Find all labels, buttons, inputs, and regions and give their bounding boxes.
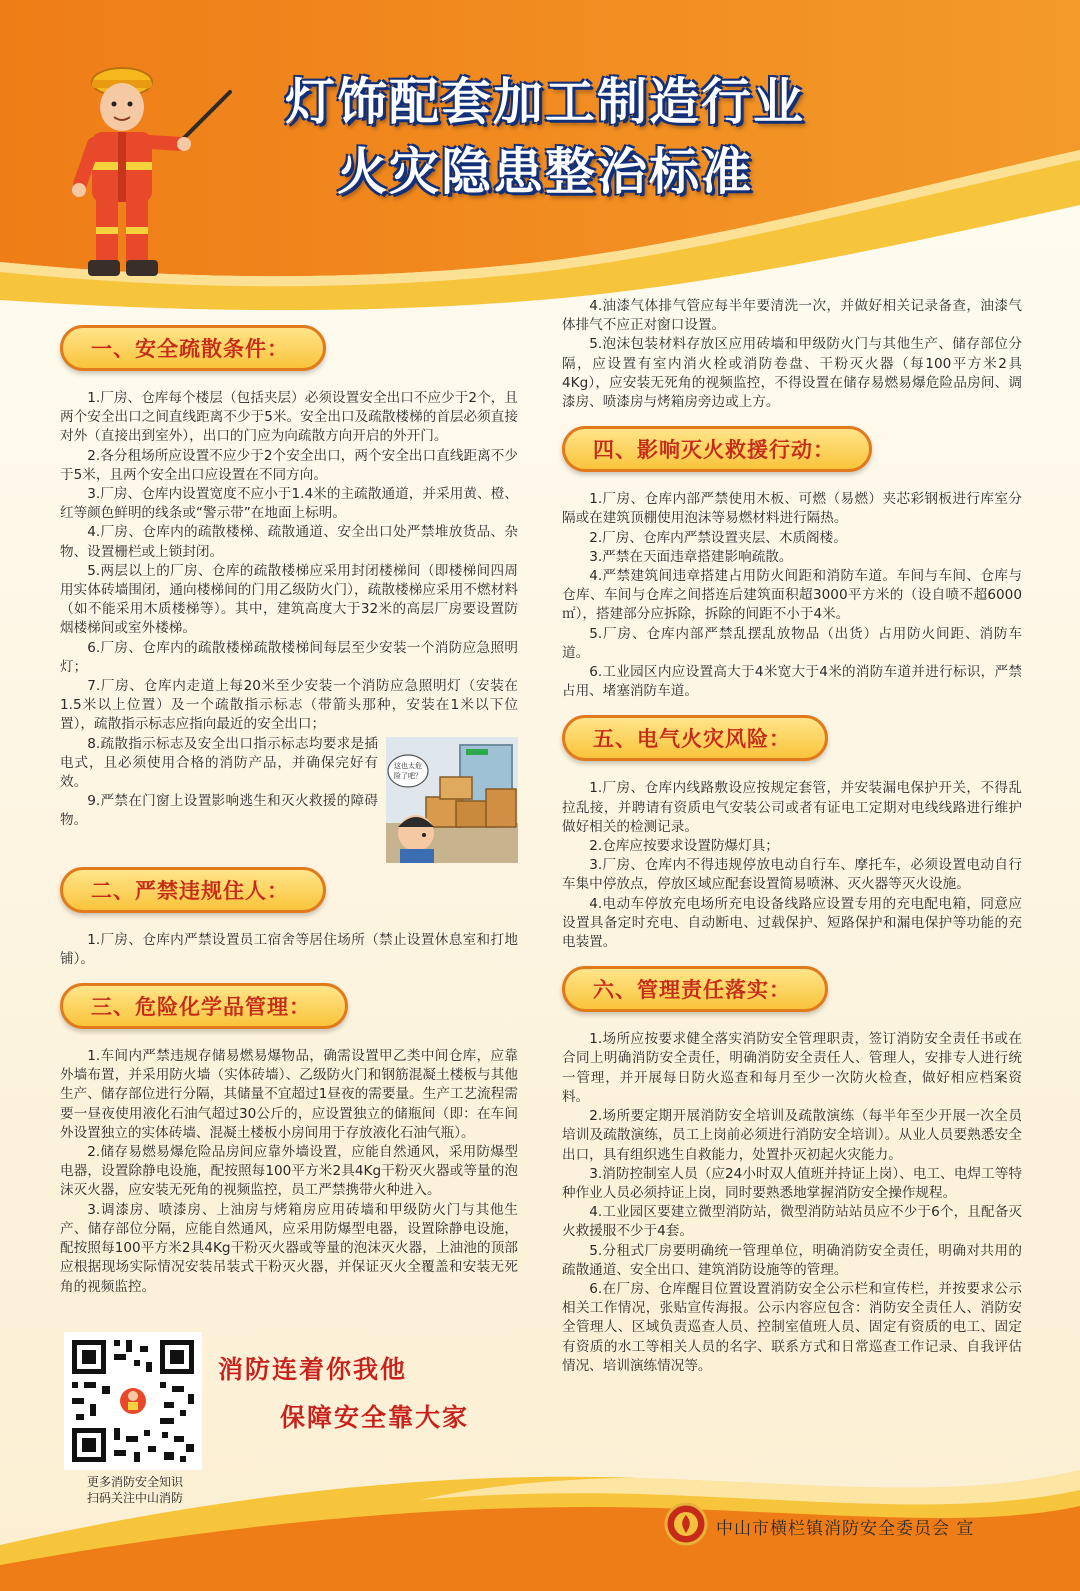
section-s1: [60, 325, 518, 831]
section-header: 二、严禁违规住人：: [60, 867, 326, 913]
section-s6: [562, 966, 1022, 1376]
slogan-line1: 消防连着你我他: [218, 1355, 408, 1384]
poster-title-line1: 灯饰配套加工制造行业: [285, 73, 805, 131]
paragraph: 3.厂房、仓库内不得违规停放电动自行车、摩托车，必须设置电动自行车集中停放点，停放区域应配套设置简易喷淋、灭火器等灭火设施。: [562, 857, 1022, 893]
paragraph: 4.工业园区要建立微型消防站，微型消防站站员应不少于6个，且配备灭火救援服不少于4套。: [562, 1204, 1022, 1240]
paragraph: 1.场所应按要求健全落实消防安全管理职责，签订消防安全责任书或在合同上明确消防安全责任，明确消防安全责任人、管理人，安排专人进行统一管理，并开展每日防火巡查和每月至少一次防火检查，做好相应档案资料。: [562, 1031, 1022, 1105]
paragraph: 9.严禁在门窗上设置影响逃生和灭火救援的障碍物。: [60, 793, 378, 829]
section-s2: [60, 867, 518, 969]
fire-department-emblem-icon: [664, 1502, 708, 1546]
paragraph: 4.严禁建筑间违章搭建占用防火间距和消防车道。车间与车间、仓库与仓库、车间与仓库之间搭连后建筑面积超3000平方米的（设自喷不超6000㎡），搭建部分应拆除，拆除的间距不小于4米。: [562, 568, 1022, 623]
paragraph: 5.两层以上的厂房、仓库的疏散楼梯应采用封闭楼梯间（即楼梯间四周用实体砖墙围闭，通向楼梯间的门用乙级防火门），疏散楼梯应采用不燃材料（如不能采用木质楼梯等）。其中，建筑高度大于32米的高层厂房要设置防烟楼梯间或室外楼梯。: [60, 562, 518, 637]
paragraph: 5.泡沫包装材料存放区应用砖墙和甲级防火门与其他生产、储存部位分隔，应设置有室内消火栓或消防卷盘、干粉灭火器（每100平方米2具4Kg），应安装无死角的视频监控，不得设置在储存易燃易爆危险品房间、调漆房、喷漆房与烤箱房旁边或上方。: [562, 336, 1022, 411]
section-header: 一、安全疏散条件：: [60, 325, 326, 371]
section-s3-continued: [562, 297, 1022, 412]
paragraph: 3.调漆房、喷漆房、上油房与烤箱房应用砖墙和甲级防火门与其他生产、储存部位分隔，应能自然通风，应采用防爆型电器，设置除静电设施，配按照每100平方米2具4Kg干粉灭火器或等量的泡沫灭火器，上油池的顶部应根据现场实际情况安装吊装式干粉灭火器，并保证灭火全覆盖和安装无死角的视频监控。: [60, 1201, 518, 1295]
slogan-line2: 保障安全靠大家: [280, 1403, 470, 1432]
paragraph: 6.工业园区内应设置高大于4米宽大于4米的消防车道并进行标识，严禁占用、堵塞消防车道。: [562, 664, 1022, 700]
paragraph: 2.仓库应按要求设置防爆灯具；: [589, 838, 779, 855]
paragraph: 4.厂房、仓库内的疏散楼梯、疏散通道、安全出口处严禁堆放货品、杂物、设置栅栏或上锁封闭。: [60, 524, 518, 560]
section-s3: [60, 983, 518, 1297]
section-header: 六、管理责任落实：: [562, 966, 828, 1012]
paragraph: 7.厂房、仓库内走道上每20米至少安装一个消防应急照明灯（安装在1.5米以上位置）及一个疏散指示标志（带箭头那种，安装在1米以下位置），疏散指示标志应指向最近的安全出口；: [60, 678, 518, 733]
poster-title-line2: 火灾隐患整治标准: [337, 143, 753, 201]
speech-bubble-text: 这也太危: [394, 761, 422, 770]
paragraph: 2.储存易燃易爆危险品房间应靠外墙设置，应能自然通风，采用防爆型电器，设置除静电设施，配按照每100平方米2具4Kg干粉灭火器或等量的泡沫灭火器，应安装无死角的视频监控，员工严禁携带火种进入。: [60, 1144, 518, 1199]
paragraph: 4.油漆气体排气管应每半年要清洗一次，并做好相关记录备查，油漆气体排气不应正对窗口设置。: [562, 298, 1022, 334]
paragraph: 3.严禁在天面违章搭建影响疏散。: [589, 548, 793, 565]
paragraph: 5.分租式厂房要明确统一管理单位，明确消防安全责任，明确对共用的疏散通道、安全出口、建筑消防设施等的管理。: [562, 1242, 1022, 1278]
svg-text:险了吧？: 险了吧？: [394, 771, 422, 780]
left-column: [60, 325, 518, 1311]
section-header: 四、影响灭火救援行动：: [562, 426, 872, 472]
paragraph: 4.电动车停放充电场所充电设备线路应设置专用的充电配电箱，同意应设置具备定时充电、自动断电、过载保护、短路保护和漏电保护等功能的充电装置。: [562, 895, 1022, 951]
paragraph: 6.厂房、仓库内的疏散楼梯疏散楼梯间每层至少安装一个消防应急照明灯；: [60, 639, 518, 675]
paragraph: 6.在厂房、仓库醒目位置设置消防安全公示栏和宣传栏，并按要求公示相关工作情况，张贴宣传海报。公示内容应包含：消防安全责任人、消防安全管理人、区域负责巡查人员、控制室值班人员、固定有资质的电工、固定有资质的水工等相关人员的名字、联系方式和日常巡查工作记录、自我评估情况、培训演练情况等。: [562, 1280, 1022, 1374]
paragraph: 3.厂房、仓库内设置宽度不应小于1.4米的主疏散通道，并采用黄、橙、红等颜色鲜明的线条或“警示带”在地面上标明。: [60, 486, 518, 522]
paragraph: 2.各分租场所应设置不应少于2个安全出口，两个安全出口直线距离不少于5米，且两个安全出口应设置在不同方向。: [60, 447, 518, 483]
paragraph: 2.场所要定期开展消防安全培训及疏散演练（每半年至少开展一次全员培训及疏散演练，员工上岗前必须进行消防安全培训）。从业人员要熟悉安全出口，具有组织逃生自救能力，处置扑灭初起火灾能力。: [562, 1108, 1022, 1163]
paragraph: 8.疏散指示标志及安全出口指示标志均要求是插电式，且必须使用合格的消防产品，并确保完好有效。: [60, 735, 378, 791]
footer-organization: 中山市横栏镇消防安全委员会 宣: [716, 1519, 975, 1539]
paragraph: 3.消防控制室人员（应24小时双人值班并持证上岗）、电工、电焊工等特种作业人员必须持证上岗，同时要熟悉地掌握消防安全操作规程。: [562, 1165, 1022, 1201]
section-s4: [562, 426, 1022, 701]
paragraph: 1.厂房、仓库每个楼层（包括夹层）必须设置安全出口不应少于2个，且两个安全出口之间直线距离不少于5米。安全出口及疏散楼梯的首层必须直接对外（直接出到室外），出口的门应为向疏散方向开启的外开门。: [60, 390, 518, 445]
paragraph: 1.车间内严禁违规存储易燃易爆物品，确需设置甲乙类中间仓库，应靠外墙布置，并采用防火墙（实体砖墙）、乙级防火门和钢筋混凝土楼板与其他生产、储存部位进行分隔，其储量不宜超过1昼夜的需要量。生产工艺流程需要一昼夜使用液化石油气超过30公斤的，应设置独立的储瓶间（即：在车间外设置独立的实体砖墙、混凝土楼板小房间用于存放液化石油气瓶）。: [60, 1048, 518, 1141]
paragraph: 1.厂房、仓库内严禁设置员工宿舍等居住场所（禁止设置休息室和打地铺）。: [60, 931, 518, 967]
section-header: 五、电气火灾风险：: [562, 715, 828, 761]
section-header: 三、危险化学品管理：: [60, 983, 348, 1029]
qr-code[interactable]: [64, 1332, 202, 1470]
right-column: [562, 297, 1022, 1390]
qr-code-icon: [64, 1332, 202, 1470]
blocked-exit-illustration-icon: [386, 737, 518, 863]
paragraph: 2.厂房、仓库内严禁设置夹层、木质阁楼。: [589, 529, 847, 546]
blocked-exit-illustration: [386, 737, 518, 863]
qr-caption: 更多消防安全知识 扫码关注中山消防: [86, 1475, 183, 1505]
section-s5: [562, 715, 1022, 952]
paragraph: 1.厂房、仓库内部严禁使用木板、可燃（易燃）夹芯彩钢板进行库室分隔或在建筑顶棚使用泡沫等易燃材料进行隔热。: [562, 491, 1022, 527]
paragraph: 1.厂房、仓库内线路敷设应按规定套管，并安装漏电保护开关，不得乱拉乱接，并聘请有资质电气安装公司或者有证电工定期对电线线路进行维护做好相关的检测记录。: [562, 780, 1022, 835]
paragraph: 5.厂房、仓库内部严禁乱摆乱放物品（出货）占用防火间距、消防车道。: [562, 625, 1022, 661]
